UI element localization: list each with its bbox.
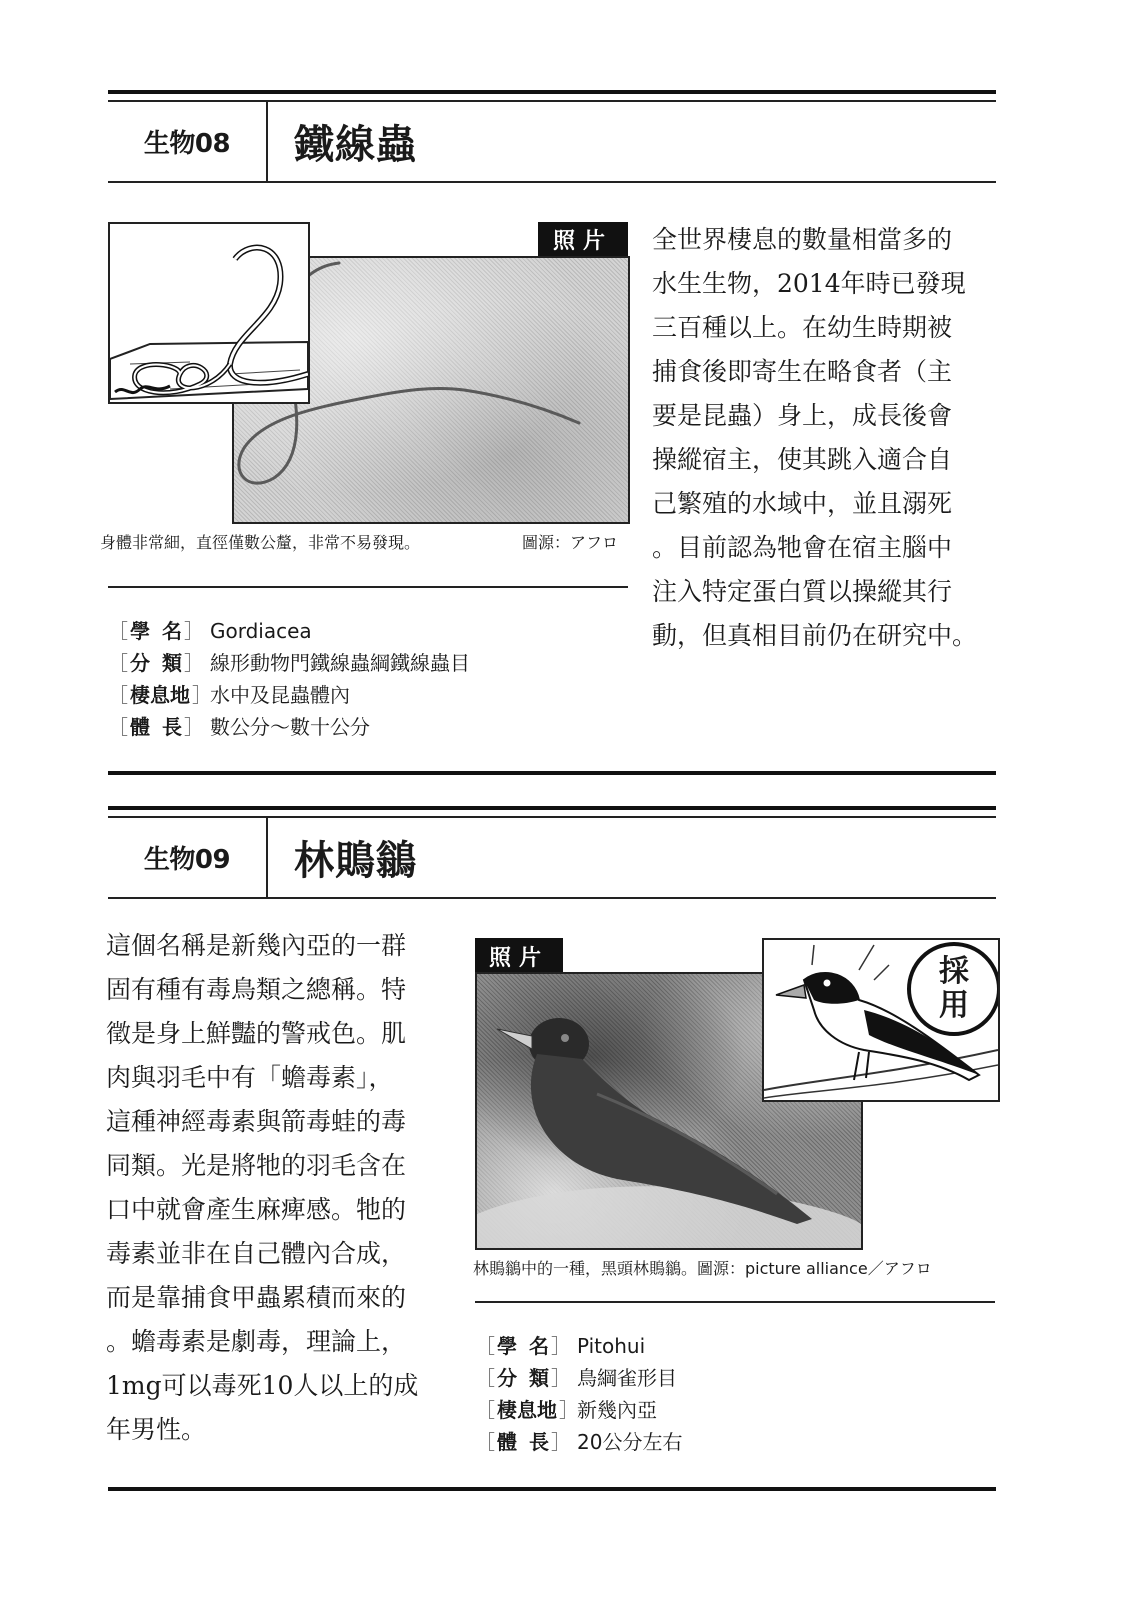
info-value: 鳥綱雀形目: [577, 1366, 677, 1390]
info-row-classification: [108, 647, 470, 679]
info-value: 水中及昆蟲體內: [210, 683, 350, 707]
entry-header: [108, 101, 996, 181]
info-divider: [475, 1301, 995, 1303]
entry-header: [108, 817, 996, 897]
info-key: ［ 棲 息 地 ］: [108, 683, 212, 707]
entry-number: 生物09: [143, 844, 231, 875]
stamp-char: 用: [939, 988, 969, 1023]
info-row-scientific-name: [108, 615, 470, 647]
bird-illustration: [762, 938, 1000, 1102]
photo-caption: 林鵙鶲中的一種，黑頭林鵙鶲。圖源：picture alliance／アフロ: [473, 1259, 932, 1278]
info-row-body-length: [108, 711, 470, 743]
info-value: Gordiacea: [210, 619, 312, 643]
top-double-rule: [108, 806, 996, 810]
entry-number: 生物08: [143, 128, 231, 159]
info-list: [108, 615, 470, 743]
info-value: 新幾內亞: [577, 1398, 657, 1422]
info-value: Pitohui: [577, 1334, 646, 1358]
photo-caption: 身體非常細，直徑僅數公釐，非常不易發現。: [100, 533, 421, 552]
worm-illustration-image: [110, 224, 308, 402]
info-row-habitat: [475, 1394, 682, 1426]
info-value: 線形動物門鐵線蟲綱鐵線蟲目: [210, 651, 470, 675]
entry-title: 鐵線蟲: [294, 121, 417, 168]
info-value: 數公分～數十公分: [210, 715, 370, 739]
info-key: ［ 體 長 ］: [475, 1430, 571, 1454]
photo-label: 照片: [475, 938, 563, 974]
header-bottom-rule: [108, 181, 996, 183]
entry-bottom-rule: [108, 771, 996, 775]
entry-title: 林鵙鶲: [294, 837, 417, 884]
info-key: ［ 學 名 ］: [108, 619, 204, 643]
header-bottom-rule: [108, 897, 996, 899]
header-divider: [266, 101, 268, 181]
info-key: ［ 體 長 ］: [108, 715, 204, 739]
info-value: 20公分左右: [577, 1430, 683, 1454]
info-key: ［ 分 類 ］: [108, 651, 204, 675]
stamp-char: 採: [939, 954, 969, 989]
info-list: [475, 1330, 682, 1458]
info-row-body-length: [475, 1426, 682, 1458]
info-divider: [108, 586, 628, 588]
worm-illustration: [108, 222, 310, 404]
photo-label: 照片: [538, 222, 628, 256]
entry-bottom-rule: [108, 1487, 996, 1491]
entry-body-text: 這個名稱是新幾內亞的一群 固有種有毒鳥類之總稱。特 徵是身上鮮豔的警戒色。肌 肉與羽毛中有「蟾毒素」， 這種神經毒素與箭毒蛙的毒 同類。光是將牠的羽毛含在 口中就會產生麻痺感。牠的 毒素並非在自己體內合成， 而是靠捕食甲蟲累積而來的 。蟾毒素是劇毒，理論上， 1mg可以毒死10人以上的成 年男性。: [106, 931, 419, 1444]
info-row-habitat: [108, 679, 470, 711]
photo-source: 圖源：アフロ: [522, 533, 619, 552]
top-double-rule: [108, 90, 996, 94]
info-key: ［ 棲 息 地 ］: [475, 1398, 579, 1422]
info-row-scientific-name: [475, 1330, 682, 1362]
entry-body-text: 全世界棲息的數量相當多的 水生生物，2014年時已發現 三百種以上。在幼生時期被 捕食後即寄生在略食者（主 要是昆蟲）身上，成長後會 操縱宿主，使其跳入適合自 己繁殖的水域中，並且溺死 。目前認為牠會在宿主腦中 注入特定蛋白質以操縱其行 動，但真相目前仍在研究中。: [652, 225, 978, 650]
info-key: ［ 分 類 ］: [475, 1366, 571, 1390]
info-key: ［ 學 名 ］: [475, 1334, 571, 1358]
info-row-classification: [475, 1362, 682, 1394]
header-divider: [266, 817, 268, 897]
adopted-stamp: [907, 942, 1000, 1036]
